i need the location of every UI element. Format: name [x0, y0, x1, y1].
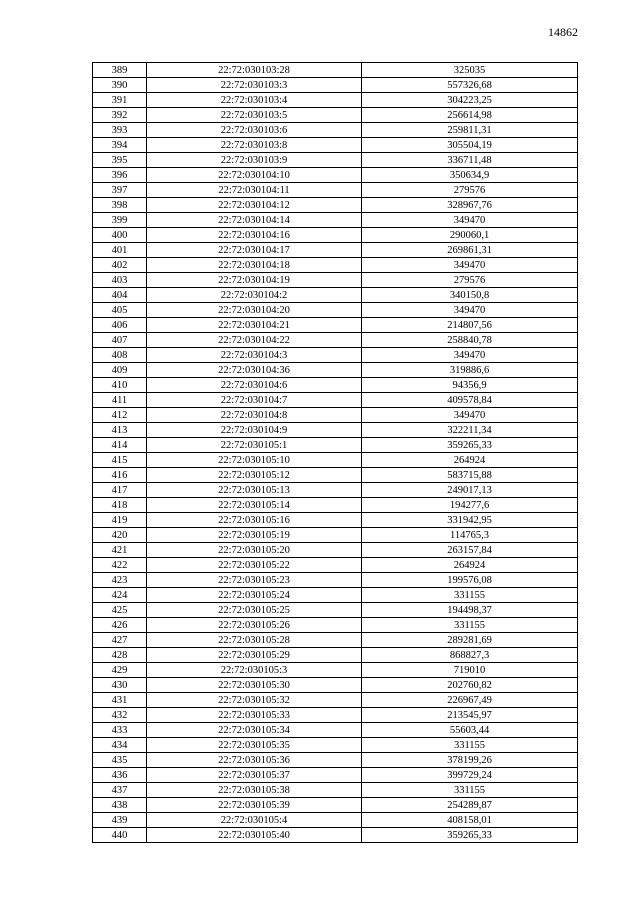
table-row	[93, 228, 578, 243]
cadastral-value-cell: 263157,84	[362, 543, 578, 558]
row-number-cell: 404	[93, 288, 147, 303]
cadastral-value-cell: 408158,01	[362, 813, 578, 828]
cadastral-number-cell: 22:72:030105:13	[147, 483, 362, 498]
cadastral-value-cell: 199576,08	[362, 573, 578, 588]
table-row	[93, 93, 578, 108]
cadastral-value-cell: 194277,6	[362, 498, 578, 513]
table-row	[93, 588, 578, 603]
row-number-cell: 411	[93, 393, 147, 408]
cadastral-number-cell: 22:72:030105:36	[147, 753, 362, 768]
cadastral-value-cell: 399729,24	[362, 768, 578, 783]
table-row	[93, 813, 578, 828]
table-row	[93, 753, 578, 768]
row-number-cell: 400	[93, 228, 147, 243]
cadastral-value-cell: 226967,49	[362, 693, 578, 708]
cadastral-value-cell: 359265,33	[362, 828, 578, 843]
table-row	[93, 63, 578, 78]
cadastral-value-cell: 213545,97	[362, 708, 578, 723]
cadastral-value-cell: 305504,19	[362, 138, 578, 153]
table-row	[93, 798, 578, 813]
cadastral-value-cell: 349470	[362, 348, 578, 363]
cadastral-value-cell: 114765,3	[362, 528, 578, 543]
cadastral-value-cell: 279576	[362, 183, 578, 198]
row-number-cell: 403	[93, 273, 147, 288]
row-number-cell: 422	[93, 558, 147, 573]
cadastral-value-cell: 264924	[362, 558, 578, 573]
table-row	[93, 153, 578, 168]
table-row	[93, 138, 578, 153]
cadastral-number-cell: 22:72:030104:14	[147, 213, 362, 228]
row-number-cell: 399	[93, 213, 147, 228]
table-row	[93, 783, 578, 798]
table-row	[93, 438, 578, 453]
cadastral-number-cell: 22:72:030103:4	[147, 93, 362, 108]
table-row	[93, 333, 578, 348]
row-number-cell: 405	[93, 303, 147, 318]
cadastral-value-cell: 214807,56	[362, 318, 578, 333]
table-row	[93, 123, 578, 138]
table-row	[93, 168, 578, 183]
row-number-cell: 392	[93, 108, 147, 123]
cadastral-value-cell: 259811,31	[362, 123, 578, 138]
cadastral-number-cell: 22:72:030105:19	[147, 528, 362, 543]
row-number-cell: 410	[93, 378, 147, 393]
row-number-cell: 428	[93, 648, 147, 663]
table-row	[93, 693, 578, 708]
cadastral-number-cell: 22:72:030105:40	[147, 828, 362, 843]
cadastral-number-cell: 22:72:030105:30	[147, 678, 362, 693]
row-number-cell: 408	[93, 348, 147, 363]
row-number-cell: 437	[93, 783, 147, 798]
row-number-cell: 412	[93, 408, 147, 423]
row-number-cell: 432	[93, 708, 147, 723]
cadastral-value-cell: 583715,88	[362, 468, 578, 483]
cadastral-value-cell: 349470	[362, 408, 578, 423]
table-row	[93, 453, 578, 468]
cadastral-value-cell: 258840,78	[362, 333, 578, 348]
cadastral-number-cell: 22:72:030105:32	[147, 693, 362, 708]
row-number-cell: 430	[93, 678, 147, 693]
cadastral-value-cell: 719010	[362, 663, 578, 678]
cadastral-value-cell: 868827,3	[362, 648, 578, 663]
row-number-cell: 439	[93, 813, 147, 828]
cadastral-number-cell: 22:72:030105:10	[147, 453, 362, 468]
cadastral-number-cell: 22:72:030104:36	[147, 363, 362, 378]
table-row	[93, 738, 578, 753]
row-number-cell: 401	[93, 243, 147, 258]
cadastral-number-cell: 22:72:030105:35	[147, 738, 362, 753]
row-number-cell: 407	[93, 333, 147, 348]
cadastral-value-cell: 359265,33	[362, 438, 578, 453]
table-row	[93, 663, 578, 678]
cadastral-number-cell: 22:72:030104:21	[147, 318, 362, 333]
row-number-cell: 393	[93, 123, 147, 138]
table-row	[93, 528, 578, 543]
cadastral-value-cell: 350634,9	[362, 168, 578, 183]
cadastral-number-cell: 22:72:030104:7	[147, 393, 362, 408]
cadastral-number-cell: 22:72:030105:25	[147, 603, 362, 618]
page-number: 14862	[548, 25, 578, 39]
cadastral-number-cell: 22:72:030105:4	[147, 813, 362, 828]
cadastral-number-cell: 22:72:030105:22	[147, 558, 362, 573]
cadastral-number-cell: 22:72:030105:12	[147, 468, 362, 483]
cadastral-value-cell: 325035	[362, 63, 578, 78]
table-row	[93, 423, 578, 438]
cadastral-number-cell: 22:72:030105:1	[147, 438, 362, 453]
cadastral-number-cell: 22:72:030105:33	[147, 708, 362, 723]
row-number-cell: 427	[93, 633, 147, 648]
cadastral-number-cell: 22:72:030104:22	[147, 333, 362, 348]
table-row	[93, 198, 578, 213]
row-number-cell: 413	[93, 423, 147, 438]
row-number-cell: 402	[93, 258, 147, 273]
cadastral-value-cell: 55603,44	[362, 723, 578, 738]
cadastral-number-cell: 22:72:030104:10	[147, 168, 362, 183]
cadastral-value-cell: 349470	[362, 303, 578, 318]
row-number-cell: 396	[93, 168, 147, 183]
row-number-cell: 419	[93, 513, 147, 528]
row-number-cell: 421	[93, 543, 147, 558]
row-number-cell: 389	[93, 63, 147, 78]
row-number-cell: 426	[93, 618, 147, 633]
cadastral-number-cell: 22:72:030105:26	[147, 618, 362, 633]
row-number-cell: 425	[93, 603, 147, 618]
cadastral-value-cell: 331155	[362, 588, 578, 603]
cadastral-number-cell: 22:72:030105:24	[147, 588, 362, 603]
cadastral-number-cell: 22:72:030104:18	[147, 258, 362, 273]
table-row	[93, 303, 578, 318]
cadastral-number-cell: 22:72:030105:38	[147, 783, 362, 798]
row-number-cell: 415	[93, 453, 147, 468]
cadastral-number-cell: 22:72:030105:20	[147, 543, 362, 558]
table-row	[93, 348, 578, 363]
row-number-cell: 440	[93, 828, 147, 843]
cadastral-value-cell: 94356,9	[362, 378, 578, 393]
cadastral-value-cell: 256614,98	[362, 108, 578, 123]
table-row	[93, 618, 578, 633]
table-row	[93, 408, 578, 423]
cadastral-number-cell: 22:72:030105:14	[147, 498, 362, 513]
cadastral-number-cell: 22:72:030103:28	[147, 63, 362, 78]
cadastral-number-cell: 22:72:030104:11	[147, 183, 362, 198]
cadastral-value-table	[92, 62, 578, 843]
row-number-cell: 434	[93, 738, 147, 753]
cadastral-number-cell: 22:72:030105:16	[147, 513, 362, 528]
row-number-cell: 429	[93, 663, 147, 678]
cadastral-value-cell: 290060,1	[362, 228, 578, 243]
row-number-cell: 424	[93, 588, 147, 603]
table-row	[93, 213, 578, 228]
row-number-cell: 390	[93, 78, 147, 93]
table-row	[93, 708, 578, 723]
cadastral-value-cell: 557326,68	[362, 78, 578, 93]
cadastral-number-cell: 22:72:030105:23	[147, 573, 362, 588]
table-row	[93, 828, 578, 843]
cadastral-value-cell: 279576	[362, 273, 578, 288]
row-number-cell: 397	[93, 183, 147, 198]
cadastral-number-cell: 22:72:030104:8	[147, 408, 362, 423]
cadastral-value-cell: 378199,26	[362, 753, 578, 768]
cadastral-value-cell: 289281,69	[362, 633, 578, 648]
table-row	[93, 678, 578, 693]
row-number-cell: 394	[93, 138, 147, 153]
table-row	[93, 78, 578, 93]
row-number-cell: 433	[93, 723, 147, 738]
cadastral-value-cell: 269861,31	[362, 243, 578, 258]
row-number-cell: 417	[93, 483, 147, 498]
table-row	[93, 183, 578, 198]
table-row	[93, 273, 578, 288]
table-row	[93, 723, 578, 738]
row-number-cell: 416	[93, 468, 147, 483]
table-row	[93, 108, 578, 123]
cadastral-number-cell: 22:72:030103:3	[147, 78, 362, 93]
cadastral-number-cell: 22:72:030103:6	[147, 123, 362, 138]
cadastral-number-cell: 22:72:030105:28	[147, 633, 362, 648]
table-row	[93, 648, 578, 663]
table-row	[93, 378, 578, 393]
cadastral-number-cell: 22:72:030104:6	[147, 378, 362, 393]
table-row	[93, 288, 578, 303]
cadastral-value-cell: 254289,87	[362, 798, 578, 813]
table-row	[93, 768, 578, 783]
cadastral-value-cell: 328967,76	[362, 198, 578, 213]
cadastral-value-cell: 331155	[362, 783, 578, 798]
row-number-cell: 431	[93, 693, 147, 708]
row-number-cell: 395	[93, 153, 147, 168]
cadastral-number-cell: 22:72:030103:8	[147, 138, 362, 153]
row-number-cell: 406	[93, 318, 147, 333]
table-row	[93, 603, 578, 618]
row-number-cell: 398	[93, 198, 147, 213]
table-row	[93, 558, 578, 573]
row-number-cell: 435	[93, 753, 147, 768]
cadastral-number-cell: 22:72:030105:29	[147, 648, 362, 663]
cadastral-number-cell: 22:72:030104:3	[147, 348, 362, 363]
cadastral-value-cell: 340150,8	[362, 288, 578, 303]
cadastral-value-cell: 336711,48	[362, 153, 578, 168]
cadastral-number-cell: 22:72:030104:19	[147, 273, 362, 288]
table-row	[93, 543, 578, 558]
cadastral-value-cell: 202760,82	[362, 678, 578, 693]
table-row	[93, 498, 578, 513]
table-row	[93, 363, 578, 378]
row-number-cell: 436	[93, 768, 147, 783]
cadastral-value-cell: 249017,13	[362, 483, 578, 498]
cadastral-value-cell: 194498,37	[362, 603, 578, 618]
cadastral-number-cell: 22:72:030104:12	[147, 198, 362, 213]
table-row	[93, 318, 578, 333]
cadastral-value-cell: 409578,84	[362, 393, 578, 408]
cadastral-number-cell: 22:72:030103:9	[147, 153, 362, 168]
table-row	[93, 468, 578, 483]
table-row	[93, 483, 578, 498]
cadastral-number-cell: 22:72:030105:37	[147, 768, 362, 783]
cadastral-number-cell: 22:72:030105:3	[147, 663, 362, 678]
cadastral-number-cell: 22:72:030104:17	[147, 243, 362, 258]
cadastral-value-cell: 322211,34	[362, 423, 578, 438]
cadastral-value-cell: 304223,25	[362, 93, 578, 108]
table-row	[93, 258, 578, 273]
cadastral-value-cell: 331155	[362, 738, 578, 753]
cadastral-number-cell: 22:72:030103:5	[147, 108, 362, 123]
cadastral-value-cell: 349470	[362, 258, 578, 273]
cadastral-number-cell: 22:72:030104:2	[147, 288, 362, 303]
table-body	[93, 63, 578, 843]
cadastral-value-cell: 349470	[362, 213, 578, 228]
cadastral-value-cell: 331942,95	[362, 513, 578, 528]
table-row	[93, 633, 578, 648]
row-number-cell: 420	[93, 528, 147, 543]
table-row	[93, 573, 578, 588]
row-number-cell: 423	[93, 573, 147, 588]
cadastral-number-cell: 22:72:030104:9	[147, 423, 362, 438]
cadastral-number-cell: 22:72:030105:34	[147, 723, 362, 738]
table-row	[93, 513, 578, 528]
cadastral-number-cell: 22:72:030105:39	[147, 798, 362, 813]
cadastral-number-cell: 22:72:030104:20	[147, 303, 362, 318]
table-row	[93, 393, 578, 408]
row-number-cell: 409	[93, 363, 147, 378]
table-row	[93, 243, 578, 258]
row-number-cell: 418	[93, 498, 147, 513]
row-number-cell: 391	[93, 93, 147, 108]
cadastral-value-cell: 264924	[362, 453, 578, 468]
cadastral-number-cell: 22:72:030104:16	[147, 228, 362, 243]
cadastral-value-cell: 331155	[362, 618, 578, 633]
row-number-cell: 438	[93, 798, 147, 813]
cadastral-value-cell: 319886,6	[362, 363, 578, 378]
row-number-cell: 414	[93, 438, 147, 453]
